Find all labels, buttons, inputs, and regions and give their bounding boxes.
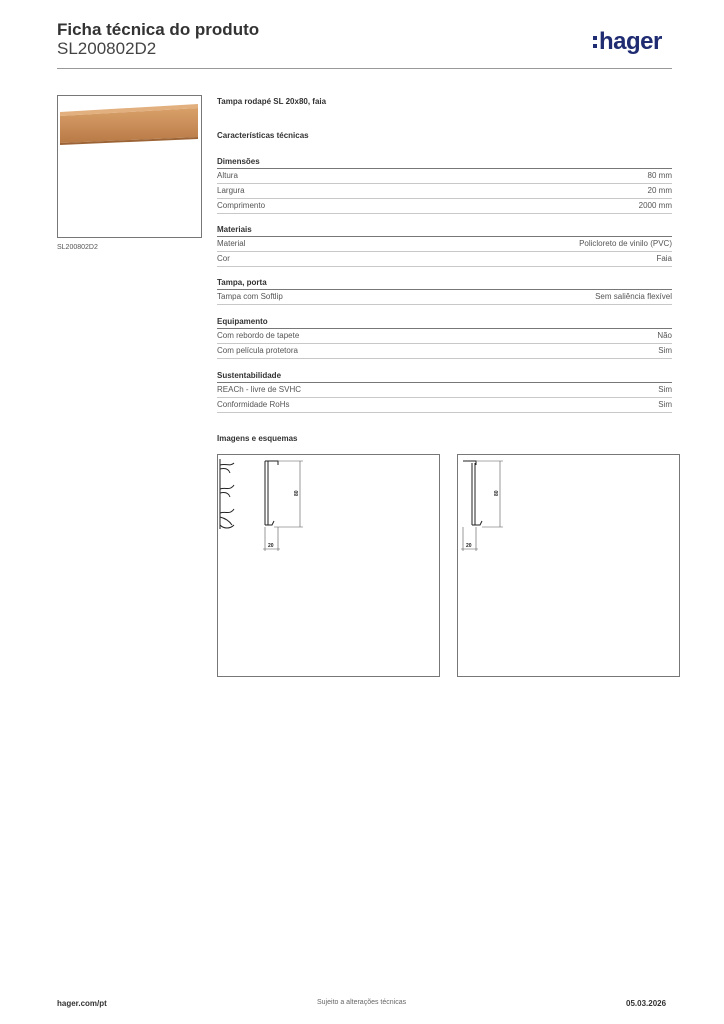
spec-row (217, 199, 672, 214)
spec-label: Tampa com Softlip (217, 292, 283, 301)
footer-website-link[interactable]: hager.com/pt (57, 999, 107, 1008)
spec-label: Altura (217, 171, 238, 180)
group-equipment (217, 315, 672, 359)
group-title: Dimensões (217, 155, 672, 169)
spec-value: 80 mm (647, 171, 672, 180)
dimension-width-label: 20 (466, 543, 472, 549)
spec-value: Policloreto de vinilo (PVC) (579, 239, 672, 248)
profile-diagram (217, 454, 440, 677)
group-sustainability (217, 369, 672, 413)
document-title: Ficha técnica do produto (57, 20, 260, 39)
hager-logo (593, 27, 662, 57)
footer-notice: Sujeito a alterações técnicas (317, 999, 407, 1006)
dimension-height-label: 80 (494, 490, 500, 496)
cross-section-drawing (458, 455, 679, 676)
spec-row (217, 329, 672, 344)
spec-label: Comprimento (217, 201, 266, 210)
spec-value: Sim (658, 385, 672, 394)
spec-row (217, 169, 672, 184)
dimension-width-label: 20 (268, 543, 274, 549)
product-code: SL200802D2 (57, 39, 157, 58)
dimension-height-label: 80 (294, 490, 300, 496)
images-title: Imagens e esquemas (217, 434, 298, 443)
spec-value: Sem saliência flexível (595, 292, 672, 301)
spec-label: Cor (217, 254, 230, 263)
product-name: Tampa rodapé SL 20x80, faia (217, 97, 327, 106)
spec-row (217, 184, 672, 199)
spec-label: Com rebordo de tapete (217, 331, 300, 340)
spec-label: Com película protetora (217, 346, 298, 355)
logo-dots-icon (593, 36, 597, 48)
spec-value: Sim (658, 346, 672, 355)
profile-diagram-second (457, 454, 680, 677)
group-cover (217, 276, 672, 305)
spec-label: Largura (217, 186, 245, 195)
spec-label: Conformidade RoHs (217, 400, 290, 409)
spec-row (217, 398, 672, 413)
spec-value: Sim (658, 400, 672, 409)
spec-label: REACh - livre de SVHC (217, 385, 302, 394)
photo-caption: SL200802D2 (57, 244, 98, 251)
logo-text: hager (599, 28, 662, 55)
header-divider (57, 68, 672, 69)
skirting-cover-image (58, 96, 201, 237)
section-heading: Características técnicas (217, 131, 309, 140)
spec-row (217, 290, 672, 305)
group-materials (217, 223, 672, 267)
spec-row (217, 383, 672, 398)
spec-row (217, 237, 672, 252)
spec-row (217, 344, 672, 359)
spec-value: 2000 mm (638, 201, 672, 210)
spec-label: Material (217, 239, 246, 248)
group-title: Equipamento (217, 315, 672, 329)
group-title: Sustentabilidade (217, 369, 672, 383)
group-title: Tampa, porta (217, 276, 672, 290)
spec-value: 20 mm (647, 186, 672, 195)
group-dimensions (217, 155, 672, 214)
spec-row (217, 252, 672, 267)
footer-date: 05.03.2026 (626, 999, 667, 1008)
spec-value: Não (657, 331, 672, 340)
product-photo (57, 95, 202, 238)
spec-value: Faia (656, 254, 672, 263)
cross-section-drawing (218, 455, 439, 676)
group-title: Materiais (217, 223, 672, 237)
